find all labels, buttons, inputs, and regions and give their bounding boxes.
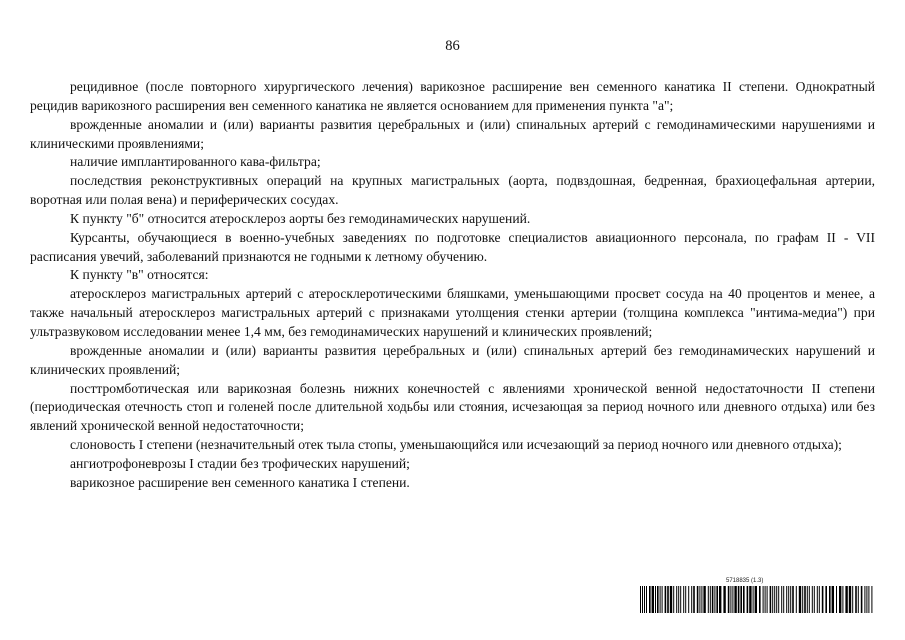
paragraph: К пункту "в" относятся:	[70, 267, 209, 283]
document-body	[30, 78, 875, 493]
paragraph: посттромботическая или варикозная болезнь нижних конечностей с явлениями хронической венной недостаточности II степени (периодическая отечность стоп и голеней после длительной ходьбы или стояния, исчезающая за период ночного или дневного отдыха) или без явлений хронической венной недостаточности;	[30, 380, 875, 434]
barcode	[640, 586, 875, 613]
barcode-label: 5718835 (1.3)	[726, 578, 764, 584]
paragraph: атеросклероз магистральных артерий с атеросклеротическими бляшками, уменьшающими просвет сосуда на 40 процентов и менее, а также начальный атеросклероз магистральных артерий с признаками утолщения стенки артерии (толщина комплекса "интима-медиа") при ультразвуковом исследовании менее 1,4 мм, без гемодинамических нарушений и клинических проявлений;	[30, 286, 875, 339]
page-number: 86	[445, 38, 460, 54]
paragraph: наличие имплантированного кава-фильтра;	[70, 154, 321, 170]
paragraph: Курсанты, обучающиеся в военно-учебных заведениях по подготовке специалистов авиационного персонала, по графам II - VII расписания увечий, заболеваний признаются не годными к летному обучению.	[30, 229, 875, 264]
paragraph: рецидивное (после повторного хирургического лечения) варикозное расширение вен семенного канатика II степени. Однократный рецидив варикозного расширения вен семенного канатика не является основанием для применения пункта "а";	[30, 79, 875, 113]
paragraph: варикозное расширение вен семенного канатика I степени.	[70, 474, 410, 490]
paragraph: последствия реконструктивных операций на крупных магистральных (аорта, подвздошная, бедренная, брахиоцефальная артерии, воротная или полая вена) и периферических сосудах.	[30, 173, 875, 208]
paragraph: ангиотрофоневрозы I стадии без трофических нарушений;	[70, 455, 410, 471]
paragraph: врожденные аномалии и (или) варианты развития церебральных и (или) спинальных артерий с гемодинамическими нарушениями и клиническими проявлениями;	[30, 116, 875, 151]
paragraph: слоновость I степени (незначительный отек тыла стопы, уменьшающийся или исчезающий за период ночного или дневного отдыха);	[70, 437, 842, 453]
paragraph: врожденные аномалии и (или) варианты развития церебральных и (или) спинальных артерий без гемодинамических нарушений и клинических проявлений;	[30, 342, 875, 377]
paragraph: К пункту "б" относится атеросклероз аорты без гемодинамических нарушений.	[70, 210, 531, 226]
